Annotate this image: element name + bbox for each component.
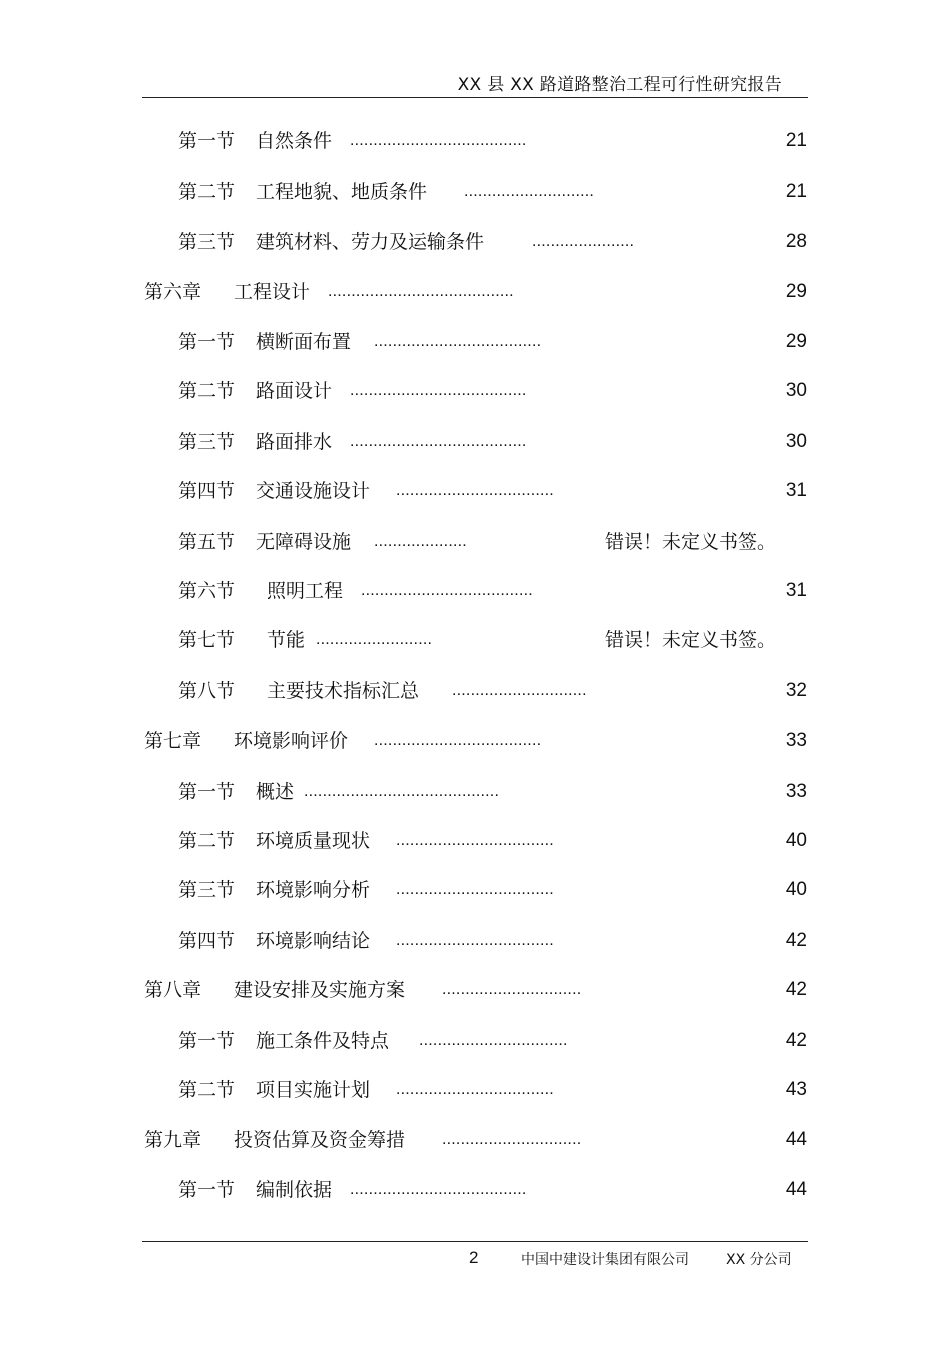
toc-entry-number: 第二节 [178, 181, 236, 203]
toc-chapter[interactable] [0, 726, 950, 756]
toc-entry-leader: ...................................... [350, 132, 527, 149]
toc-entry-page: 42 [785, 930, 807, 951]
toc-entry-number: 第二节 [178, 1079, 236, 1101]
toc-entry-leader: .............................. [442, 981, 582, 998]
toc-entry-page: 33 [785, 781, 807, 802]
toc-entry-page: 29 [785, 331, 807, 352]
page-header-title: XX 县 XX 路道路整治工程可行性研究报告 [457, 75, 782, 95]
toc-entry-title: 无障碍设施 [256, 531, 352, 553]
toc-chapter-title: 建设安排及实施方案 [234, 979, 406, 1001]
toc-entry-leader: ................................ [419, 1032, 568, 1049]
toc-entry-page: 21 [785, 181, 807, 202]
toc-chapter-number: 第七章 [144, 730, 202, 752]
toc-chapter-number: 第九章 [144, 1129, 202, 1151]
toc-entry[interactable] [0, 527, 950, 557]
toc-entry-page: 30 [785, 431, 807, 452]
toc-entry-page: 33 [785, 730, 807, 751]
toc-entry-leader: ........................................ [328, 283, 514, 300]
toc-entry[interactable] [0, 1075, 950, 1105]
toc-chapter-title: 环境影响评价 [234, 730, 349, 752]
toc-entry[interactable] [0, 875, 950, 905]
toc-entry-leader: ............................. [452, 682, 587, 699]
toc-entry-title: 施工条件及特点 [256, 1030, 390, 1052]
toc-entry-page: 30 [785, 380, 807, 401]
toc-entry-leader: .............................. [442, 1131, 582, 1148]
toc-entry-title: 交通设施设计 [256, 480, 371, 502]
toc-entry-page: 43 [785, 1079, 807, 1100]
toc-entry[interactable] [0, 777, 950, 807]
toc-entry-leader: .................................. [396, 881, 554, 898]
toc-chapter-number: 第八章 [144, 979, 202, 1001]
toc-entry-leader: ..................................... [361, 582, 533, 599]
toc-entry-title: 路面排水 [256, 431, 333, 453]
toc-entry[interactable] [0, 376, 950, 406]
toc-entry-number: 第二节 [178, 830, 236, 852]
toc-entry-leader: .................... [374, 533, 467, 550]
toc-entry[interactable] [0, 476, 950, 506]
toc-entry-title: 工程地貌、地质条件 [256, 181, 428, 203]
toc-entry-page: 40 [785, 879, 807, 900]
toc-entry-page: 29 [785, 281, 807, 302]
toc-entry-page: 44 [785, 1179, 807, 1200]
toc-entry-leader: ............................ [464, 183, 595, 200]
toc-entry-number: 第五节 [178, 531, 236, 553]
toc-chapter[interactable] [0, 277, 950, 307]
toc-entry-leader: ...................... [532, 233, 635, 250]
toc-entry-leader: .................................... [374, 333, 542, 350]
toc-chapter-title: 工程设计 [234, 281, 311, 303]
toc-entry-page-error: 错误！未定义书签。 [605, 629, 777, 651]
toc-entry-title: 路面设计 [256, 380, 333, 402]
toc-entry-number: 第四节 [178, 930, 236, 952]
toc-entry-leader: .................................. [396, 482, 554, 499]
toc-entry-page: 31 [785, 480, 807, 501]
footer-company-name: 中国中建设计集团有限公司 [521, 1252, 689, 1268]
toc-entry[interactable] [0, 126, 950, 156]
toc-entry-number: 第一节 [178, 331, 236, 353]
toc-entry-number: 第一节 [178, 130, 236, 152]
toc-entry[interactable] [0, 826, 950, 856]
toc-entry-title: 横断面布置 [256, 331, 352, 353]
toc-entry[interactable] [0, 926, 950, 956]
toc-entry-title: 环境影响结论 [256, 930, 371, 952]
toc-entry-page: 31 [785, 580, 807, 601]
toc-entry[interactable] [0, 625, 950, 655]
toc-entry[interactable] [0, 427, 950, 457]
toc-entry-number: 第一节 [178, 1030, 236, 1052]
toc-entry-number: 第三节 [178, 231, 236, 253]
toc-entry-leader: .................................. [396, 832, 554, 849]
toc-entry-title: 节能 [267, 629, 306, 651]
toc-entry-title: 主要技术指标汇总 [267, 680, 420, 702]
footer-branch-name: XX 分公司 [726, 1252, 792, 1268]
toc-entry-number: 第一节 [178, 1179, 236, 1201]
toc-entry-page: 42 [785, 979, 807, 1000]
toc-entry[interactable] [0, 327, 950, 357]
toc-entry[interactable] [0, 1175, 950, 1205]
toc-entry-number: 第三节 [178, 431, 236, 453]
toc-entry[interactable] [0, 177, 950, 207]
toc-entry-number: 第六节 [178, 580, 236, 602]
footer-page-number: 2 [469, 1248, 479, 1267]
footer-divider [142, 1241, 808, 1242]
toc-entry-number: 第三节 [178, 879, 236, 901]
toc-entry-leader: .................................. [396, 932, 554, 949]
toc-entry[interactable] [0, 1026, 950, 1056]
toc-entry-leader: .................................... [374, 732, 542, 749]
toc-entry-page-error: 错误！未定义书签。 [605, 531, 777, 553]
toc-chapter-title: 投资估算及资金筹措 [234, 1129, 406, 1151]
toc-entry-title: 建筑材料、劳力及运输条件 [256, 231, 485, 253]
toc-entry[interactable] [0, 576, 950, 606]
toc-entry-title: 环境影响分析 [256, 879, 371, 901]
toc-entry-page: 32 [785, 680, 807, 701]
toc-entry-number: 第八节 [178, 680, 236, 702]
toc-entry-title: 照明工程 [267, 580, 344, 602]
toc-entry-page: 21 [785, 130, 807, 151]
toc-chapter-number: 第六章 [144, 281, 202, 303]
toc-entry-page: 40 [785, 830, 807, 851]
toc-entry-title: 项目实施计划 [256, 1079, 371, 1101]
toc-chapter[interactable] [0, 1125, 950, 1155]
toc-entry-title: 自然条件 [256, 130, 333, 152]
toc-entry-title: 概述 [256, 781, 295, 803]
toc-entry-leader: ......................... [316, 631, 433, 648]
toc-entry-page: 44 [785, 1129, 807, 1150]
toc-entry-leader: ...................................... [350, 382, 527, 399]
toc-entry-number: 第七节 [178, 629, 236, 651]
toc-entry-leader: ...................................... [350, 1181, 527, 1198]
toc-chapter[interactable] [0, 975, 950, 1005]
toc-entry-leader: .......................................... [304, 783, 500, 800]
toc-entry-page: 42 [785, 1030, 807, 1051]
toc-entry[interactable] [0, 676, 950, 706]
toc-entry-number: 第四节 [178, 480, 236, 502]
header-divider [142, 97, 808, 98]
toc-entry[interactable] [0, 227, 950, 257]
toc-entry-number: 第一节 [178, 781, 236, 803]
toc-entry-title: 环境质量现状 [256, 830, 371, 852]
toc-entry-page: 28 [785, 231, 807, 252]
toc-entry-title: 编制依据 [256, 1179, 333, 1201]
toc-entry-leader: .................................. [396, 1081, 554, 1098]
toc-entry-leader: ...................................... [350, 433, 527, 450]
toc-entry-number: 第二节 [178, 380, 236, 402]
